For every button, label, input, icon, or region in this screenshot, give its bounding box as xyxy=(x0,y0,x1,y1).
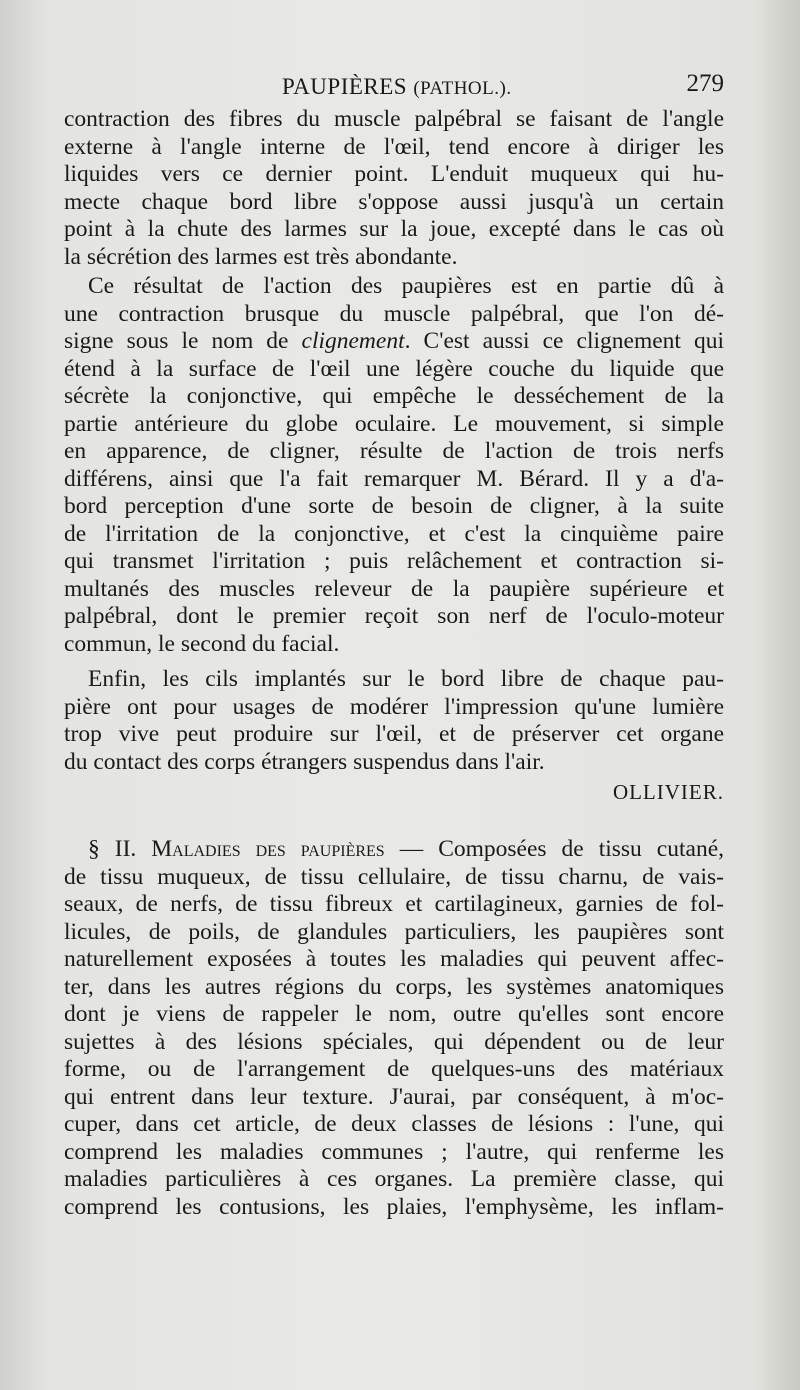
section-2 xyxy=(64,836,724,1221)
text-line: partie antérieure du globe oculaire. Le mouvement, si simple xyxy=(64,410,724,437)
text-line: étend à la surface de l'œil une légère couche du liquide que xyxy=(64,355,724,382)
author-signature: OLLIVIER. xyxy=(612,780,724,804)
running-title: PAUPIÈRES (PATHOL.). xyxy=(282,74,512,99)
running-header xyxy=(64,70,724,104)
text-line: dont je viens de rappeler le nom, outre qu'elles sont encore xyxy=(64,1001,724,1027)
text-line: palpébral, dont le premier reçoit son nerf de l'oculo-moteur xyxy=(64,603,724,629)
paragraph-1 xyxy=(64,106,724,271)
text-line: qui transmet l'irritation ; puis relâchement et contraction si- xyxy=(64,548,724,574)
text-line: point à la chute des larmes sur la joue, excepté dans le cas où xyxy=(64,216,724,242)
text-line: comprend les maladies communes ; l'autre, qui renferme les xyxy=(64,1138,724,1165)
text-line: comprend les contusions, les plaies, l'emphysème, les inflam- xyxy=(64,1193,724,1220)
text-line: sujettes à des lésions spéciales, qui dépendent ou de leur xyxy=(64,1028,724,1055)
text-line: une contraction brusque du muscle palpébral, que l'on dé- xyxy=(64,300,724,327)
section-heading: § II. Maladies des paupières xyxy=(88,836,385,862)
text-line: sécrète la conjonctive, qui empêche le desséchement de la xyxy=(64,383,724,409)
text-line: cuper, dans cet article, de deux classes de lésions : l'une, qui xyxy=(64,1111,724,1137)
text-line: Ce résultat de l'action des paupières est en partie dû à xyxy=(88,273,724,299)
text-line: différens, ainsi que l'a fait remarquer M. Bérard. Il y a d'a- xyxy=(64,465,724,492)
text-line: de tissu muqueux, de tissu cellulaire, de tissu charnu, de vais- xyxy=(64,863,724,890)
text-line: pière ont pour usages de modérer l'impression qu'une lumière xyxy=(64,693,724,720)
text-line: ter, dans les autres régions du corps, les systèmes anatomiques xyxy=(64,973,724,1000)
text-line: externe à l'angle interne de l'œil, tend encore à diriger les xyxy=(64,133,724,160)
text-line: bord perception d'une sorte de besoin de cligner, à la suite xyxy=(64,493,724,519)
text-line: forme, ou de l'arrangement de quelques-uns des matériaux xyxy=(64,1056,724,1082)
text-line: liquides vers ce dernier point. L'enduit muqueux qui hu- xyxy=(64,161,724,187)
text-line: mecte chaque bord libre s'oppose aussi jusqu'à un certain xyxy=(64,188,724,215)
text-line: Enfin, les cils implantés sur le bord libre de chaque pau- xyxy=(88,666,724,692)
page-number: 279 xyxy=(686,70,724,97)
text-line: multanés des muscles releveur de la paupière supérieure et xyxy=(64,575,724,602)
emphasized-term: clignement xyxy=(301,328,405,354)
text-line: maladies particulières à ces organes. La première classe, qui xyxy=(64,1166,724,1192)
text-line: signe sous le nom de clignement. C'est aussi ce clignement qui xyxy=(64,328,724,354)
text-line: seaux, de nerfs, de tissu fibreux et cartilagineux, garnies de fol- xyxy=(64,891,724,917)
text-line: de l'irritation de la conjonctive, et c'est la cinquième paire xyxy=(64,520,724,547)
text-line: qui entrent dans leur texture. J'aurai, par conséquent, à m'oc- xyxy=(64,1083,724,1110)
paragraph-3 xyxy=(64,666,724,776)
text-line: naturellement exposées à toutes les maladies qui peuvent affec- xyxy=(64,946,724,972)
text-line: contraction des fibres du muscle palpébral se faisant de l'angle xyxy=(64,106,724,132)
text-line: du contact des corps étrangers suspendus dans l'air. xyxy=(64,748,545,775)
text-line: commun, le second du facial. xyxy=(64,630,340,657)
text-line: § II. Maladies des paupières — Composées de tissu cutané, xyxy=(88,836,724,862)
paragraph-2 xyxy=(64,273,724,658)
text-line: en apparence, de cligner, résulte de l'action de trois nerfs xyxy=(64,438,724,464)
text-line: la sécrétion des larmes est très abondante. xyxy=(64,243,458,270)
text-line: trop vive peut produire sur l'œil, et de préserver cet organe xyxy=(64,721,724,747)
text-line: licules, de poils, de glandules particuliers, les paupières sont xyxy=(64,918,724,945)
